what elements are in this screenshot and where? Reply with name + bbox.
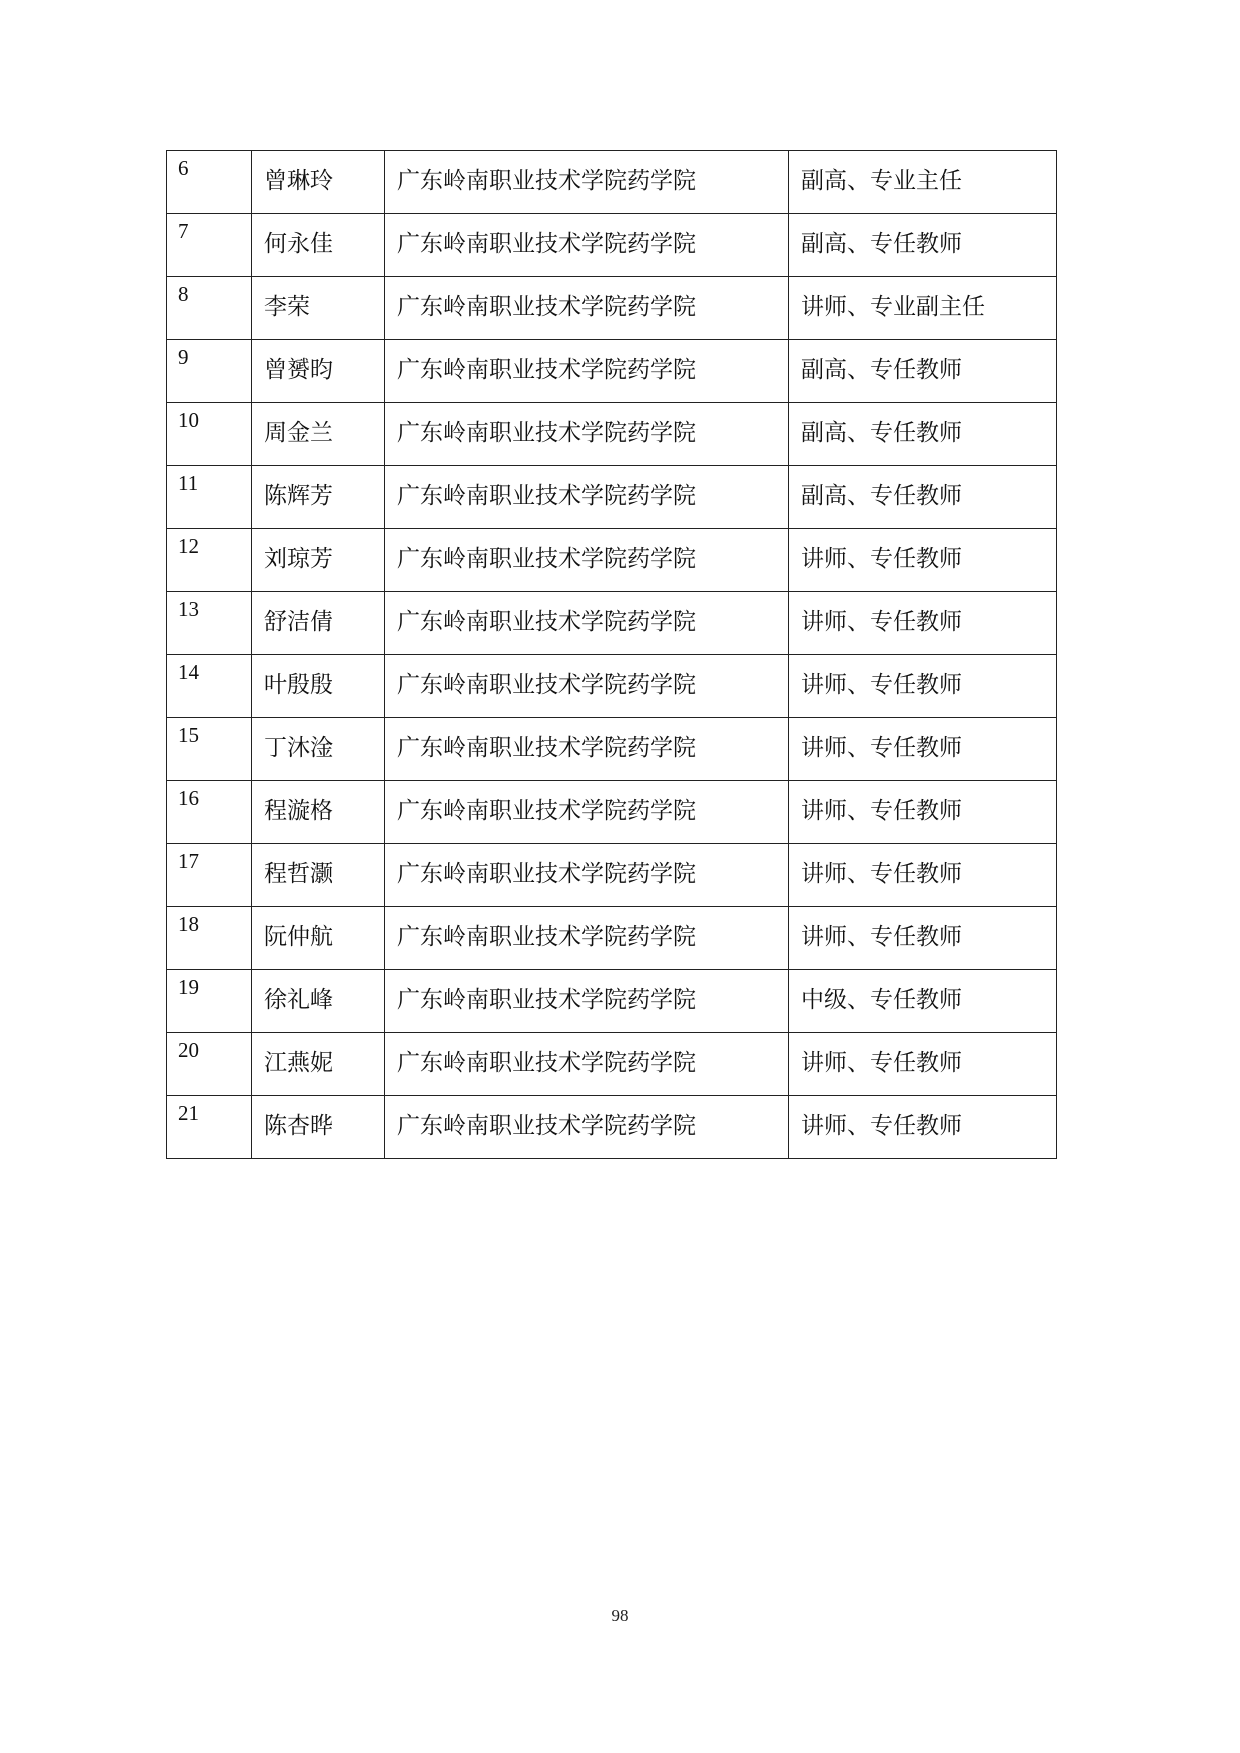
row-number-cell — [167, 151, 252, 214]
table-row — [167, 718, 1057, 781]
staff-name-cell — [252, 844, 385, 907]
staff-name-cell — [252, 529, 385, 592]
staff-organization-cell — [385, 970, 789, 1033]
staff-name: 丁沐淦 — [264, 735, 333, 761]
staff-organization-cell — [385, 151, 789, 214]
table-row — [167, 277, 1057, 340]
staff-name: 舒洁倩 — [264, 609, 333, 635]
staff-name: 程哲灏 — [264, 861, 333, 887]
staff-title-cell — [789, 907, 1057, 970]
staff-name: 阮仲航 — [264, 924, 333, 950]
staff-title-cell — [789, 844, 1057, 907]
staff-title-cell — [789, 718, 1057, 781]
staff-organization-cell — [385, 655, 789, 718]
row-number-cell — [167, 340, 252, 403]
staff-name: 陈辉芳 — [264, 483, 333, 509]
row-number-cell — [167, 1096, 252, 1159]
row-number: 9 — [178, 345, 189, 369]
staff-organization: 广东岭南职业技术学院药学院 — [397, 609, 696, 635]
staff-name: 曾赟昀 — [264, 357, 333, 383]
staff-title: 副高、专任教师 — [801, 483, 962, 509]
staff-title: 讲师、专任教师 — [801, 924, 962, 950]
staff-title: 讲师、专业副主任 — [801, 294, 985, 320]
staff-organization: 广东岭南职业技术学院药学院 — [397, 357, 696, 383]
staff-title: 讲师、专任教师 — [801, 1113, 962, 1139]
staff-title-cell — [789, 592, 1057, 655]
staff-title-cell — [789, 1096, 1057, 1159]
row-number-cell — [167, 277, 252, 340]
row-number-cell — [167, 403, 252, 466]
staff-name: 陈杏晔 — [264, 1113, 333, 1139]
staff-organization-cell — [385, 466, 789, 529]
staff-organization: 广东岭南职业技术学院药学院 — [397, 672, 696, 698]
staff-organization: 广东岭南职业技术学院药学院 — [397, 420, 696, 446]
staff-title-cell — [789, 781, 1057, 844]
staff-title: 讲师、专任教师 — [801, 672, 962, 698]
staff-organization: 广东岭南职业技术学院药学院 — [397, 735, 696, 761]
row-number: 13 — [178, 597, 199, 621]
staff-organization: 广东岭南职业技术学院药学院 — [397, 168, 696, 194]
staff-organization: 广东岭南职业技术学院药学院 — [397, 483, 696, 509]
table-row — [167, 214, 1057, 277]
table-row — [167, 1096, 1057, 1159]
staff-title-cell — [789, 277, 1057, 340]
staff-title-cell — [789, 466, 1057, 529]
table-row — [167, 844, 1057, 907]
row-number-cell — [167, 655, 252, 718]
staff-name: 江燕妮 — [264, 1050, 333, 1076]
staff-title: 讲师、专任教师 — [801, 798, 962, 824]
table-row — [167, 466, 1057, 529]
row-number-cell — [167, 781, 252, 844]
staff-name-cell — [252, 151, 385, 214]
staff-name-cell — [252, 1033, 385, 1096]
staff-name-cell — [252, 1096, 385, 1159]
staff-organization: 广东岭南职业技术学院药学院 — [397, 546, 696, 572]
staff-name-cell — [252, 277, 385, 340]
staff-title: 中级、专任教师 — [801, 987, 962, 1013]
staff-organization: 广东岭南职业技术学院药学院 — [397, 294, 696, 320]
staff-title: 讲师、专任教师 — [801, 609, 962, 635]
staff-organization: 广东岭南职业技术学院药学院 — [397, 1050, 696, 1076]
staff-title-cell — [789, 214, 1057, 277]
staff-name-cell — [252, 907, 385, 970]
staff-title-cell — [789, 151, 1057, 214]
row-number: 8 — [178, 282, 189, 306]
staff-organization-cell — [385, 277, 789, 340]
staff-title-cell — [789, 403, 1057, 466]
staff-name-cell — [252, 970, 385, 1033]
staff-organization-cell — [385, 529, 789, 592]
row-number-cell — [167, 907, 252, 970]
row-number: 10 — [178, 408, 199, 432]
staff-organization: 广东岭南职业技术学院药学院 — [397, 987, 696, 1013]
staff-title: 讲师、专任教师 — [801, 861, 962, 887]
staff-title: 讲师、专任教师 — [801, 735, 962, 761]
staff-title-cell — [789, 529, 1057, 592]
staff-table — [166, 150, 1057, 1159]
staff-table-body — [167, 151, 1057, 1159]
row-number-cell — [167, 844, 252, 907]
staff-organization: 广东岭南职业技术学院药学院 — [397, 798, 696, 824]
staff-organization: 广东岭南职业技术学院药学院 — [397, 924, 696, 950]
staff-name: 何永佳 — [264, 231, 333, 257]
row-number-cell — [167, 592, 252, 655]
staff-organization-cell — [385, 844, 789, 907]
staff-title: 副高、专任教师 — [801, 231, 962, 257]
staff-organization-cell — [385, 907, 789, 970]
staff-organization-cell — [385, 214, 789, 277]
row-number: 19 — [178, 975, 199, 999]
staff-name-cell — [252, 592, 385, 655]
staff-title-cell — [789, 340, 1057, 403]
row-number: 15 — [178, 723, 199, 747]
staff-title: 副高、专任教师 — [801, 357, 962, 383]
row-number: 14 — [178, 660, 199, 684]
staff-name: 李荣 — [264, 294, 310, 320]
staff-organization-cell — [385, 1096, 789, 1159]
staff-name: 徐礼峰 — [264, 987, 333, 1013]
row-number-cell — [167, 718, 252, 781]
staff-title: 讲师、专任教师 — [801, 546, 962, 572]
staff-name: 曾琳玲 — [264, 168, 333, 194]
row-number: 18 — [178, 912, 199, 936]
staff-organization-cell — [385, 340, 789, 403]
table-row — [167, 655, 1057, 718]
staff-organization: 广东岭南职业技术学院药学院 — [397, 861, 696, 887]
row-number: 16 — [178, 786, 199, 810]
staff-name: 周金兰 — [264, 420, 333, 446]
row-number-cell — [167, 214, 252, 277]
staff-organization-cell — [385, 403, 789, 466]
staff-name-cell — [252, 655, 385, 718]
staff-title: 副高、专业主任 — [801, 168, 962, 194]
row-number: 20 — [178, 1038, 199, 1062]
staff-organization-cell — [385, 718, 789, 781]
table-row — [167, 529, 1057, 592]
staff-name-cell — [252, 340, 385, 403]
staff-title-cell — [789, 655, 1057, 718]
staff-organization: 广东岭南职业技术学院药学院 — [397, 231, 696, 257]
staff-name: 程漩格 — [264, 798, 333, 824]
staff-organization-cell — [385, 592, 789, 655]
row-number: 6 — [178, 156, 189, 180]
row-number-cell — [167, 529, 252, 592]
table-row — [167, 970, 1057, 1033]
staff-title-cell — [789, 1033, 1057, 1096]
staff-name: 刘琼芳 — [264, 546, 333, 572]
table-row — [167, 151, 1057, 214]
row-number-cell — [167, 970, 252, 1033]
staff-title-cell — [789, 970, 1057, 1033]
row-number: 7 — [178, 219, 189, 243]
staff-organization: 广东岭南职业技术学院药学院 — [397, 1113, 696, 1139]
staff-name-cell — [252, 403, 385, 466]
table-row — [167, 592, 1057, 655]
staff-name-cell — [252, 466, 385, 529]
table-row — [167, 403, 1057, 466]
staff-organization-cell — [385, 781, 789, 844]
page-number: 98 — [611, 1606, 629, 1625]
staff-name-cell — [252, 781, 385, 844]
table-row — [167, 781, 1057, 844]
row-number-cell — [167, 466, 252, 529]
table-row — [167, 907, 1057, 970]
staff-title: 讲师、专任教师 — [801, 1050, 962, 1076]
row-number-cell — [167, 1033, 252, 1096]
staff-title: 副高、专任教师 — [801, 420, 962, 446]
row-number: 17 — [178, 849, 199, 873]
row-number: 21 — [178, 1101, 199, 1125]
staff-name: 叶殷殷 — [264, 672, 333, 698]
table-row — [167, 340, 1057, 403]
staff-organization-cell — [385, 1033, 789, 1096]
staff-name-cell — [252, 718, 385, 781]
row-number: 12 — [178, 534, 199, 558]
row-number: 11 — [178, 471, 199, 495]
staff-name-cell — [252, 214, 385, 277]
table-row — [167, 1033, 1057, 1096]
